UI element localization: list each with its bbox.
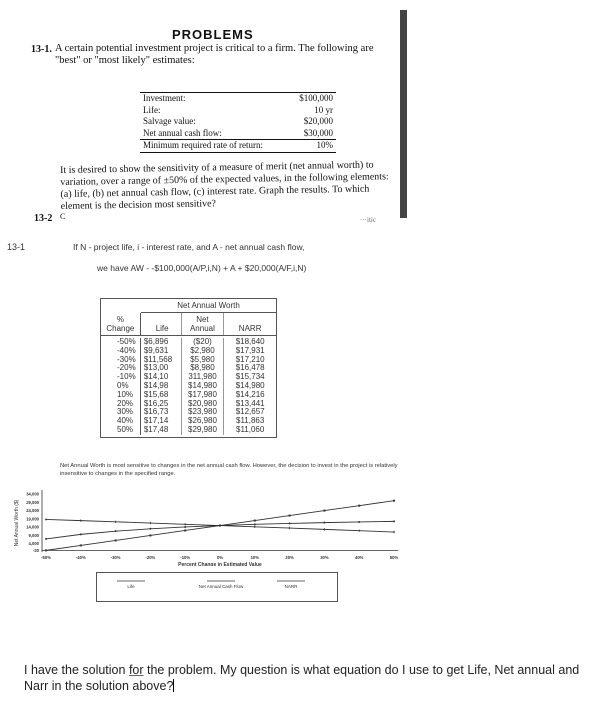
- data-point: [289, 522, 291, 524]
- data-point: [254, 520, 256, 522]
- header-life: Life: [155, 324, 169, 333]
- y-tick-label: 14,000: [26, 524, 39, 530]
- data-point: [149, 528, 151, 530]
- estimate-row: [140, 105, 336, 117]
- x-tick-label: 40%: [355, 555, 364, 560]
- data-point: [323, 510, 325, 512]
- problem-statement: A certain potential investment project is critical to a firm. The following are "best" or "most likely" estimates:: [55, 43, 374, 66]
- cell-narr: $15,734: [223, 373, 276, 382]
- cell-net: $20,980: [181, 400, 224, 409]
- data-point: [149, 534, 151, 536]
- data-point: [254, 526, 256, 528]
- problems-heading: PROBLEMS: [172, 27, 254, 42]
- cell-net: $26,980: [181, 417, 224, 426]
- cell-net: ($20): [181, 338, 224, 347]
- estimate-label: Minimum required rate of return:: [143, 140, 263, 150]
- estimate-value: $100,000: [299, 93, 333, 103]
- data-point: [115, 539, 117, 541]
- cell-change: 0%: [101, 382, 141, 391]
- data-point: [393, 500, 395, 502]
- y-tick-label: 19,000: [26, 516, 39, 522]
- data-point: [358, 521, 360, 523]
- cell-life: $14,10: [143, 372, 169, 382]
- y-tick-label: 29,000: [26, 499, 39, 505]
- net-annual-worth-table: [100, 298, 277, 438]
- cell-change: -50%: [101, 338, 141, 347]
- data-point: [45, 538, 47, 540]
- data-point: [358, 505, 360, 507]
- legend-label: Life: [127, 584, 135, 589]
- data-point: [184, 529, 186, 531]
- x-tick-label: -40%: [75, 555, 86, 560]
- cell-net: $29,980: [181, 426, 224, 435]
- cell-life: $6,896: [143, 337, 169, 346]
- cell-net: $5,980: [181, 356, 224, 365]
- data-point: [254, 523, 256, 525]
- solution-scan: [0, 232, 411, 642]
- data-point: [184, 526, 186, 528]
- text-cursor: [173, 679, 174, 692]
- x-tick-label: -30%: [110, 555, 121, 560]
- table-row: [101, 426, 276, 435]
- estimate-row: [140, 139, 336, 152]
- estimate-value: 10 yr: [314, 104, 333, 115]
- cell-life: $15,68: [143, 389, 169, 399]
- y-tick-label: 24,000: [26, 508, 39, 514]
- cell-life: $14,98: [143, 380, 169, 390]
- cell-change: 40%: [101, 417, 141, 426]
- x-tick-label: -10%: [180, 555, 191, 560]
- cell-net: $17,980: [181, 391, 224, 400]
- estimate-label: Investment:: [143, 93, 186, 103]
- legend-label: NARR: [284, 584, 298, 589]
- cell-narr: $14,216: [223, 391, 276, 400]
- table-title: Net Annual Worth: [141, 299, 276, 313]
- table-header-row: [101, 313, 276, 336]
- cell-net: 311,980: [181, 373, 224, 382]
- y-tick-label: 4,000: [28, 541, 39, 547]
- problem-number: 13-1.: [31, 44, 52, 55]
- solution-number: 13-1: [7, 242, 26, 252]
- x-tick-label: 0%: [216, 555, 224, 560]
- textbook-problem-scan: [0, 0, 411, 232]
- data-point: [393, 531, 395, 533]
- x-tick-label: -50%: [41, 555, 51, 560]
- data-point: [80, 519, 82, 521]
- cell-change: 20%: [101, 400, 141, 409]
- next-problem-fragment: C: [60, 212, 66, 221]
- cell-narr: $11,060: [223, 426, 276, 435]
- data-point: [358, 529, 360, 531]
- header-change: % Change: [101, 313, 141, 335]
- cell-narr: $13,441: [223, 400, 276, 409]
- cell-change: -10%: [101, 373, 141, 382]
- x-tick-label: 30%: [320, 555, 329, 560]
- chart-legend: [96, 572, 338, 602]
- estimate-value: 10%: [316, 140, 333, 150]
- cell-narr: $11,863: [223, 417, 276, 426]
- question-underlined-word: for: [128, 663, 144, 677]
- x-tick-label: 10%: [250, 555, 259, 560]
- data-point: [289, 515, 291, 517]
- estimate-row: [140, 116, 336, 128]
- cell-life: $9,631: [143, 345, 169, 355]
- header-narr: NARR: [223, 313, 276, 335]
- cell-life: $11,568: [143, 354, 173, 364]
- cell-change: 50%: [101, 426, 141, 435]
- cell-net: $23,980: [181, 408, 224, 417]
- cell-life: $17,14: [143, 416, 169, 426]
- cell-change: -40%: [101, 347, 141, 356]
- legend-label: Net Annual Cash Flow: [198, 584, 244, 589]
- data-point: [115, 530, 117, 532]
- cut-off-text-fragment: ···itic: [360, 216, 376, 224]
- cell-narr: $12,657: [223, 408, 276, 417]
- cell-change: -30%: [101, 356, 141, 365]
- data-point: [149, 522, 151, 524]
- data-point: [323, 522, 325, 524]
- cell-life: $13,00: [143, 363, 169, 373]
- data-point: [184, 523, 186, 525]
- question-part-1: I have the solution: [24, 663, 129, 677]
- cell-change: -20%: [101, 364, 141, 373]
- cell-narr: $14,980: [223, 382, 276, 391]
- data-point: [80, 533, 82, 535]
- data-point: [114, 521, 116, 523]
- cell-narr: $18,640: [223, 338, 276, 347]
- estimate-row: [140, 128, 336, 140]
- cell-narr: $16,478: [223, 364, 276, 373]
- y-axis-label: Net Annual Worth ($): [14, 499, 20, 547]
- estimate-value: $30,000: [303, 127, 333, 138]
- data-point: [80, 544, 82, 546]
- cell-net: $8,980: [181, 364, 224, 373]
- data-point: [323, 528, 325, 530]
- y-tick-label: -20: [32, 547, 39, 553]
- x-tick-label: -20%: [145, 555, 156, 560]
- image-scrollbar[interactable]: [400, 10, 407, 218]
- cell-change: 10%: [101, 391, 141, 400]
- table-body: [101, 336, 276, 437]
- next-problem-number: 13-2: [34, 213, 53, 224]
- data-point: [45, 518, 47, 520]
- header-net-annual: Net Annual: [181, 313, 224, 335]
- estimates-table: [140, 92, 336, 153]
- solution-definitions: If N - project life, i - interest rate, and A - net annual cash flow,: [73, 242, 305, 252]
- cell-life: $16,73: [143, 407, 169, 417]
- cell-change: 30%: [101, 408, 141, 417]
- cell-life: $17,48: [143, 424, 169, 434]
- cell-net: $2,980: [181, 347, 224, 356]
- data-point: [45, 549, 47, 551]
- user-question: [24, 662, 584, 694]
- cell-net: $14,980: [181, 382, 224, 391]
- sensitivity-note: Net Annual Worth is most sensitive to changes in the net annual cash flow. However, the decision to invest in the project is relatively insensitive to changes in the specified range.: [60, 463, 398, 477]
- x-tick-label: 20%: [285, 555, 294, 560]
- estimate-label: Salvage value:: [143, 116, 196, 126]
- x-tick-label: 50%: [389, 555, 399, 560]
- y-tick-label: 9,000: [28, 532, 39, 538]
- y-tick-label: 34,000: [26, 491, 39, 497]
- data-point: [288, 527, 290, 529]
- solution-equation: we have AW - -$100,000(A/P,i,N) + A + $20,000(A/F,i,N): [97, 263, 307, 273]
- problem-instruction: It is desired to show the sensitivity of a measure of merit (net annual worth) to variation, over a range of ±50% of the expected values, in the following elements: (a) life, (b) net annual cash flow, (c) interest rate. Graph the results. To which element is the decision most sensitive?: [60, 159, 389, 212]
- estimate-value: $20,000: [303, 116, 333, 126]
- cell-narr: $17,210: [223, 356, 276, 365]
- x-axis-label: Percent Change in Estimated Value: [178, 562, 262, 566]
- estimate-label: Net annual cash flow:: [143, 127, 222, 138]
- estimate-label: Life:: [143, 104, 161, 115]
- question-part-2: the problem. My question is what equation do I use to get Life, Net annual and Narr in the solution above?: [24, 663, 580, 693]
- cell-life: $16,25: [143, 398, 169, 408]
- estimate-row: [140, 93, 336, 105]
- sensitivity-chart: [12, 486, 412, 566]
- data-point: [393, 520, 395, 522]
- cell-narr: $17,931: [223, 347, 276, 356]
